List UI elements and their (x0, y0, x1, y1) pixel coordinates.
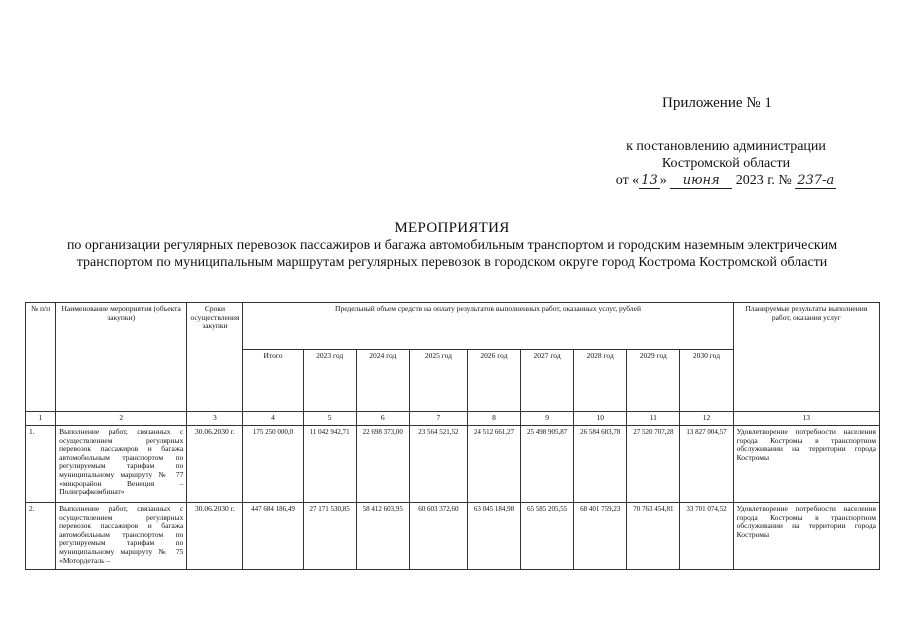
column-number-row (26, 412, 880, 426)
decree-day: 13 (641, 173, 658, 188)
column-number: 8 (467, 412, 520, 426)
row-value: 68 401 759,23 (574, 503, 627, 570)
decree-line-1: к постановлению администрации (626, 139, 826, 154)
row-value: 25 498 905,87 (521, 426, 574, 503)
row-value: 33 701 074,52 (680, 503, 733, 570)
header-deadline: Сроки осуществления закупки (187, 303, 243, 412)
row-value: 11 042 942,71 (303, 426, 356, 503)
table-row (26, 503, 880, 570)
row-deadline: 30.06.2030 г. (187, 426, 243, 503)
header-num: № п/п (26, 303, 56, 412)
decree-reference (596, 138, 856, 189)
header-year: 2024 год (356, 350, 409, 412)
decree-date-line (596, 172, 856, 189)
document-subtitle: по организации регулярных перевозок пассажиров и багажа автомобильным транспортом и городским наземным электрическим транспортом по муниципальным маршрутам регулярных перевозок в городском округе город Кострома Костромской области (66, 238, 838, 270)
measures-table (25, 302, 880, 570)
table-header-row (26, 303, 880, 350)
row-value: 13 827 004,57 (680, 426, 733, 503)
column-number: 6 (356, 412, 409, 426)
header-total: Итого (243, 350, 303, 412)
row-value: 70 763 454,81 (627, 503, 680, 570)
decree-number: 237-а (797, 173, 835, 188)
row-result: Удовлетворение потребности населения города Костромы в транспортном обслуживании на территории города Костромы (733, 426, 879, 503)
column-number: 1 (26, 412, 56, 426)
row-value: 23 564 521,52 (409, 426, 467, 503)
column-number: 11 (627, 412, 680, 426)
row-value: 65 585 205,55 (521, 503, 574, 570)
decree-from: от « (615, 173, 640, 188)
row-value: 58 412 603,95 (356, 503, 409, 570)
header-year: 2029 год (627, 350, 680, 412)
row-value: 22 698 373,00 (356, 426, 409, 503)
row-value: 63 045 184,98 (467, 503, 520, 570)
column-number: 7 (409, 412, 467, 426)
appendix-label: Приложение № 1 (662, 95, 772, 111)
document-title: МЕРОПРИЯТИЯ (394, 220, 510, 236)
column-number: 12 (680, 412, 733, 426)
row-total: 447 684 186,49 (243, 503, 303, 570)
row-value: 24 512 661,27 (467, 426, 520, 503)
column-number: 2 (56, 412, 187, 426)
row-value: 60 603 372,60 (409, 503, 467, 570)
row-value: 27 520 707,28 (627, 426, 680, 503)
row-num: 1. (26, 426, 56, 503)
row-value: 26 584 683,78 (574, 426, 627, 503)
row-total: 175 250 000,0 (243, 426, 303, 503)
row-value: 27 171 530,85 (303, 503, 356, 570)
header-year: 2028 год (574, 350, 627, 412)
row-deadline: 30.06.2030 г. (187, 503, 243, 570)
table-row (26, 426, 880, 503)
header-year: 2030 год (680, 350, 733, 412)
row-name: Выполнение работ, связанных с осуществлением регулярных перевозок пассажиров и багажа автомобильным транспортом по регулируемым тарифам по муниципальному маршруту № 75 «Мотордеталь – (56, 503, 187, 570)
header-volume: Предельный объем средств на оплату результатов выполненных работ, оказанных услуг, рублей (243, 303, 733, 350)
decree-line-2: Костромской области (661, 156, 791, 171)
header-year: 2026 год (467, 350, 520, 412)
column-number: 9 (521, 412, 574, 426)
row-num: 2. (26, 503, 56, 570)
column-number: 4 (243, 412, 303, 426)
row-result: Удовлетворение потребности населения города Костромы в транспортном обслуживании на территории города Костромы (733, 503, 879, 570)
row-name: Выполнение работ, связанных с осуществлением регулярных перевозок пассажиров и багажа автомобильным транспортом по регулируемым тарифам по муниципальному маршруту № 77 «микрорайон Венеция – Полиграфкомбинат» (56, 426, 187, 503)
column-number: 13 (733, 412, 879, 426)
header-year: 2023 год (303, 350, 356, 412)
decree-quote-close: » (659, 173, 667, 188)
decree-month: июня (670, 174, 732, 189)
column-number: 3 (187, 412, 243, 426)
decree-year: 2023 г. № (735, 173, 792, 188)
column-number: 10 (574, 412, 627, 426)
header-result: Планируемые результаты выполнения работ, оказания услуг (733, 303, 879, 412)
header-year: 2025 год (409, 350, 467, 412)
column-number: 5 (303, 412, 356, 426)
header-year: 2027 год (521, 350, 574, 412)
header-name: Наименование мероприятия (объекта закупки) (56, 303, 187, 412)
